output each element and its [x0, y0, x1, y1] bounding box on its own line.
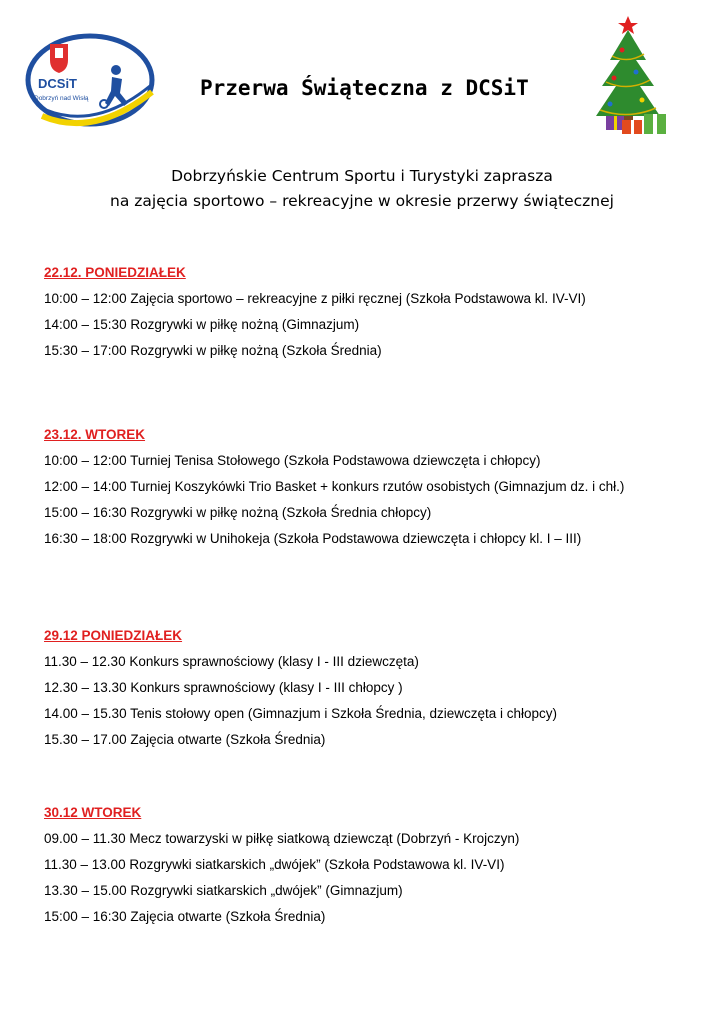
event-row: 15:00 – 16:30 Zajęcia otwarte (Szkoła Średnia) — [44, 909, 326, 924]
event-row: 15:00 – 16:30 Rozgrywki w piłkę nożną (Szkoła Średnia chłopcy) — [44, 505, 432, 520]
logo-subtext: Dobrzyń nad Wisłą — [34, 95, 89, 102]
event-row: 10:00 – 12:00 Turniej Tenisa Stołowego (Szkoła Podstawowa dziewczęta i chłopcy) — [44, 453, 541, 468]
crest-icon — [50, 44, 68, 73]
dcsit-logo — [24, 30, 160, 130]
logo-text: DCSiT — [38, 76, 77, 91]
event-row: 15.30 – 17.00 Zajęcia otwarte (Szkoła Średnia) — [44, 732, 326, 747]
event-row: 14:00 – 15:30 Rozgrywki w piłkę nożną (Gimnazjum) — [44, 317, 360, 332]
event-row: 15:30 – 17:00 Rozgrywki w piłkę nożną (Szkoła Średnia) — [44, 343, 382, 358]
event-row: 12:00 – 14:00 Turniej Koszykówki Trio Basket + konkurs rzutów osobistych (Gimnazjum dz. i chł.) — [44, 479, 625, 494]
day-section — [44, 623, 694, 753]
event-row: 10:00 – 12:00 Zajęcia sportowo – rekreacyjne z piłki ręcznej (Szkoła Podstawowa kl. IV-VI) — [44, 291, 586, 306]
day-title: 29.12 PONIEDZIAŁEK — [44, 628, 183, 643]
day-section — [44, 260, 694, 364]
day-title: 22.12. PONIEDZIAŁEK — [44, 265, 186, 280]
event-row: 14.00 – 15.30 Tenis stołowy open (Gimnazjum i Szkoła Średnia, dziewczęta i chłopcy) — [44, 706, 558, 721]
page-title: Przerwa Świąteczna z DCSiT — [200, 76, 529, 100]
event-row: 09.00 – 11.30 Mecz towarzyski w piłkę siatkową dziewcząt (Dobrzyń - Krojczyn) — [44, 831, 520, 846]
event-row: 16:30 – 18:00 Rozgrywki w Unihokeja (Szkoła Podstawowa dziewczęta i chłopcy kl. I – III) — [44, 531, 582, 546]
event-row: 12.30 – 13.30 Konkurs sprawnościowy (klasy I - III chłopcy ) — [44, 680, 403, 695]
football-player-icon — [100, 65, 128, 108]
day-section — [44, 800, 694, 930]
intro-text — [0, 164, 724, 214]
day-title: 23.12. WTOREK — [44, 427, 146, 442]
gift-icon — [606, 114, 666, 134]
intro-line: Dobrzyńskie Centrum Sportu i Turystyki zaprasza — [171, 167, 553, 185]
event-row: 13.30 – 15.00 Rozgrywki siatkarskich „dwójek” (Gimnazjum) — [44, 883, 403, 898]
event-row: 11.30 – 13.00 Rozgrywki siatkarskich „dwójek” (Szkoła Podstawowa kl. IV-VI) — [44, 857, 505, 872]
event-row: 11.30 – 12.30 Konkurs sprawnościowy (klasy I - III dziewczęta) — [44, 654, 419, 669]
day-section — [44, 422, 694, 552]
christmas-tree-icon — [592, 16, 674, 136]
intro-line: na zajęcia sportowo – rekreacyjne w okresie przerwy świątecznej — [110, 192, 614, 210]
day-title: 30.12 WTOREK — [44, 805, 142, 820]
